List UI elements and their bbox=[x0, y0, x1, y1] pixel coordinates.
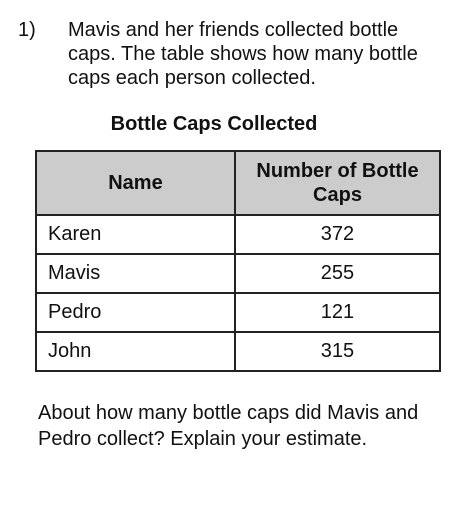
question-prompt: About how many bottle caps did Mavis and Pedro collect? Explain your estimate. bbox=[38, 402, 419, 450]
table-header-row bbox=[36, 151, 440, 215]
table-row bbox=[36, 254, 440, 293]
table-row bbox=[36, 332, 440, 371]
table-row bbox=[36, 293, 440, 332]
bottle-caps-table bbox=[35, 150, 441, 372]
question-number: 1) bbox=[18, 19, 36, 41]
question-text: Mavis and her friends collected bottle caps. The table shows how many bottle caps each person collected. bbox=[68, 19, 418, 89]
row-count: 121 bbox=[235, 293, 440, 332]
row-count: 255 bbox=[235, 254, 440, 293]
row-name: John bbox=[36, 332, 235, 371]
row-count: 315 bbox=[235, 332, 440, 371]
header-count: Number of Bottle Caps bbox=[235, 151, 440, 215]
header-name: Name bbox=[36, 151, 235, 215]
row-name: Pedro bbox=[36, 293, 235, 332]
row-count: 372 bbox=[235, 215, 440, 254]
table-title: Bottle Caps Collected bbox=[110, 113, 318, 135]
table-row bbox=[36, 215, 440, 254]
row-name: Mavis bbox=[36, 254, 235, 293]
row-name: Karen bbox=[36, 215, 235, 254]
